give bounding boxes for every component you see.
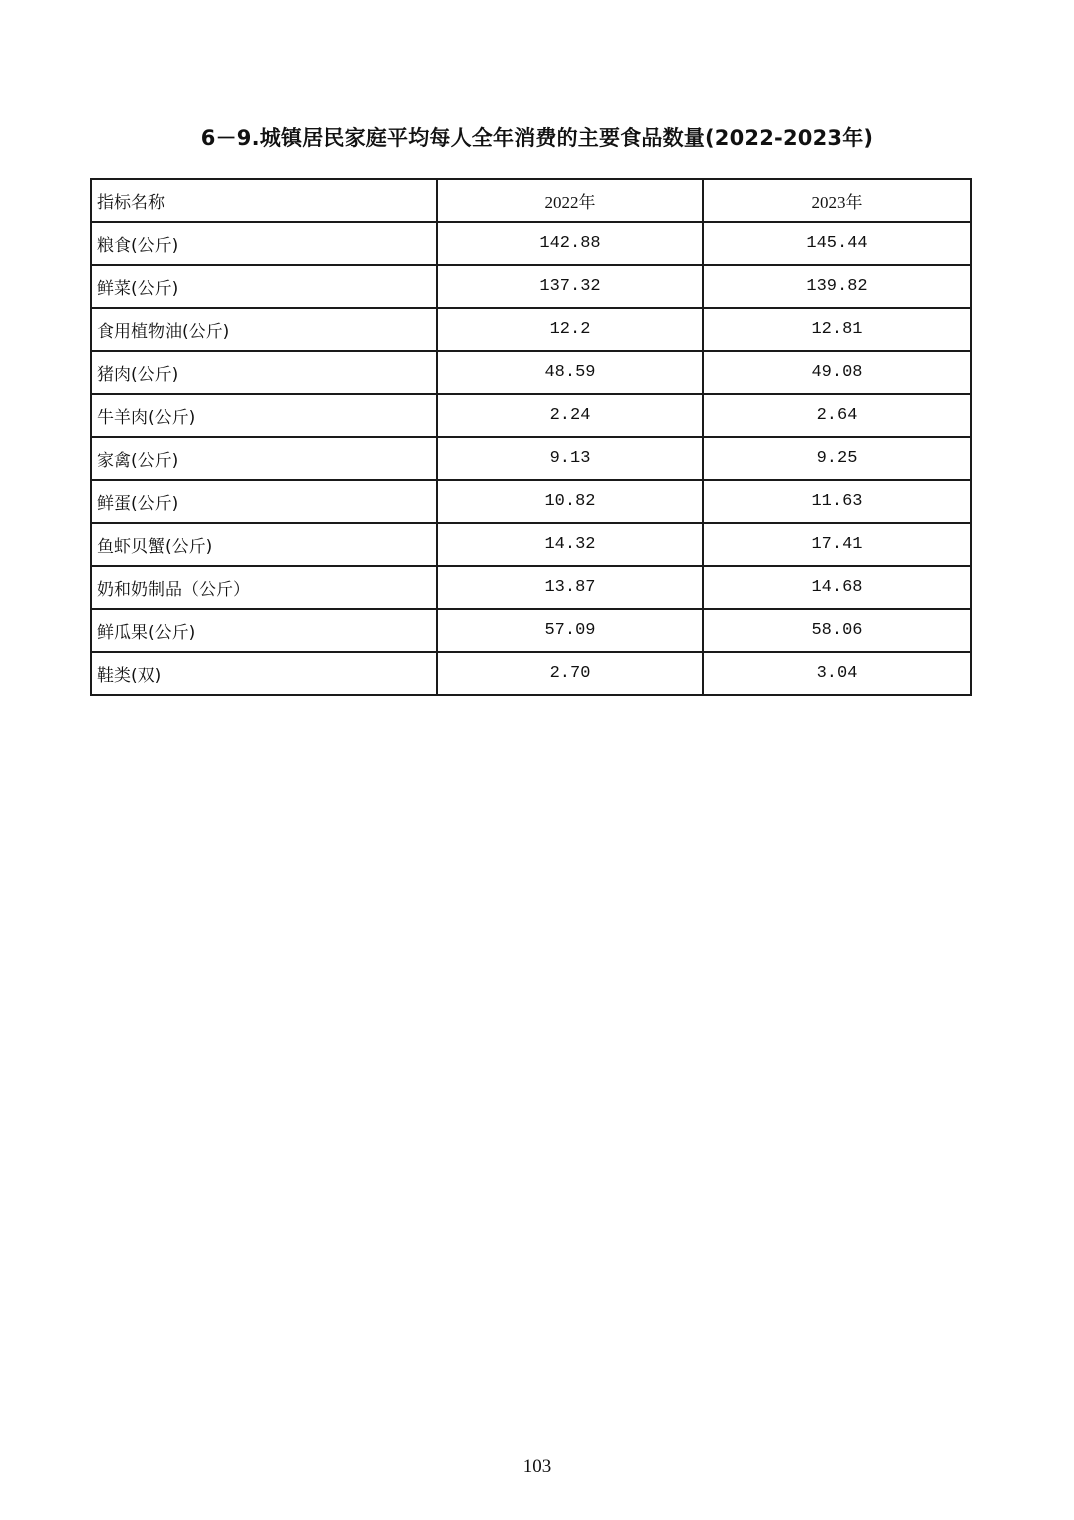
value-2022: 10.82 <box>437 480 703 523</box>
value-2023: 12.81 <box>703 308 971 351</box>
row-label: 鲜蛋(公斤) <box>91 480 437 523</box>
header-indicator-name: 指标名称 <box>91 179 437 222</box>
table-row <box>91 523 971 566</box>
row-label: 奶和奶制品（公斤） <box>91 566 437 609</box>
value-2023: 9.25 <box>703 437 971 480</box>
table-row <box>91 566 971 609</box>
row-label: 食用植物油(公斤) <box>91 308 437 351</box>
value-2022: 2.70 <box>437 652 703 695</box>
table-row <box>91 351 971 394</box>
table-row <box>91 652 971 695</box>
value-2023: 58.06 <box>703 609 971 652</box>
value-2022: 13.87 <box>437 566 703 609</box>
value-2023: 139.82 <box>703 265 971 308</box>
row-label: 家禽(公斤) <box>91 437 437 480</box>
value-2023: 2.64 <box>703 394 971 437</box>
value-2022: 137.32 <box>437 265 703 308</box>
table-row <box>91 308 971 351</box>
value-2022: 12.2 <box>437 308 703 351</box>
value-2023: 145.44 <box>703 222 971 265</box>
food-consumption-table <box>90 178 972 696</box>
value-2022: 9.13 <box>437 437 703 480</box>
row-label: 猪肉(公斤) <box>91 351 437 394</box>
value-2023: 14.68 <box>703 566 971 609</box>
value-2022: 142.88 <box>437 222 703 265</box>
row-label: 鱼虾贝蟹(公斤) <box>91 523 437 566</box>
value-2022: 48.59 <box>437 351 703 394</box>
row-label: 牛羊肉(公斤) <box>91 394 437 437</box>
value-2022: 57.09 <box>437 609 703 652</box>
value-2023: 17.41 <box>703 523 971 566</box>
value-2023: 49.08 <box>703 351 971 394</box>
header-year-2022: 2022年 <box>437 179 703 222</box>
value-2022: 14.32 <box>437 523 703 566</box>
row-label: 鲜菜(公斤) <box>91 265 437 308</box>
value-2023: 3.04 <box>703 652 971 695</box>
table-row <box>91 265 971 308</box>
table-row <box>91 480 971 523</box>
row-label: 粮食(公斤) <box>91 222 437 265</box>
table-row <box>91 609 971 652</box>
page-title: 6－9.城镇居民家庭平均每人全年消费的主要食品数量(2022-2023年) <box>200 126 874 150</box>
value-2022: 2.24 <box>437 394 703 437</box>
table-header-row <box>91 179 971 222</box>
header-year-2023: 2023年 <box>703 179 971 222</box>
table-row <box>91 394 971 437</box>
value-2023: 11.63 <box>703 480 971 523</box>
row-label: 鲜瓜果(公斤) <box>91 609 437 652</box>
table-row <box>91 222 971 265</box>
page-number: 103 <box>522 1456 552 1477</box>
table-row <box>91 437 971 480</box>
row-label: 鞋类(双) <box>91 652 437 695</box>
